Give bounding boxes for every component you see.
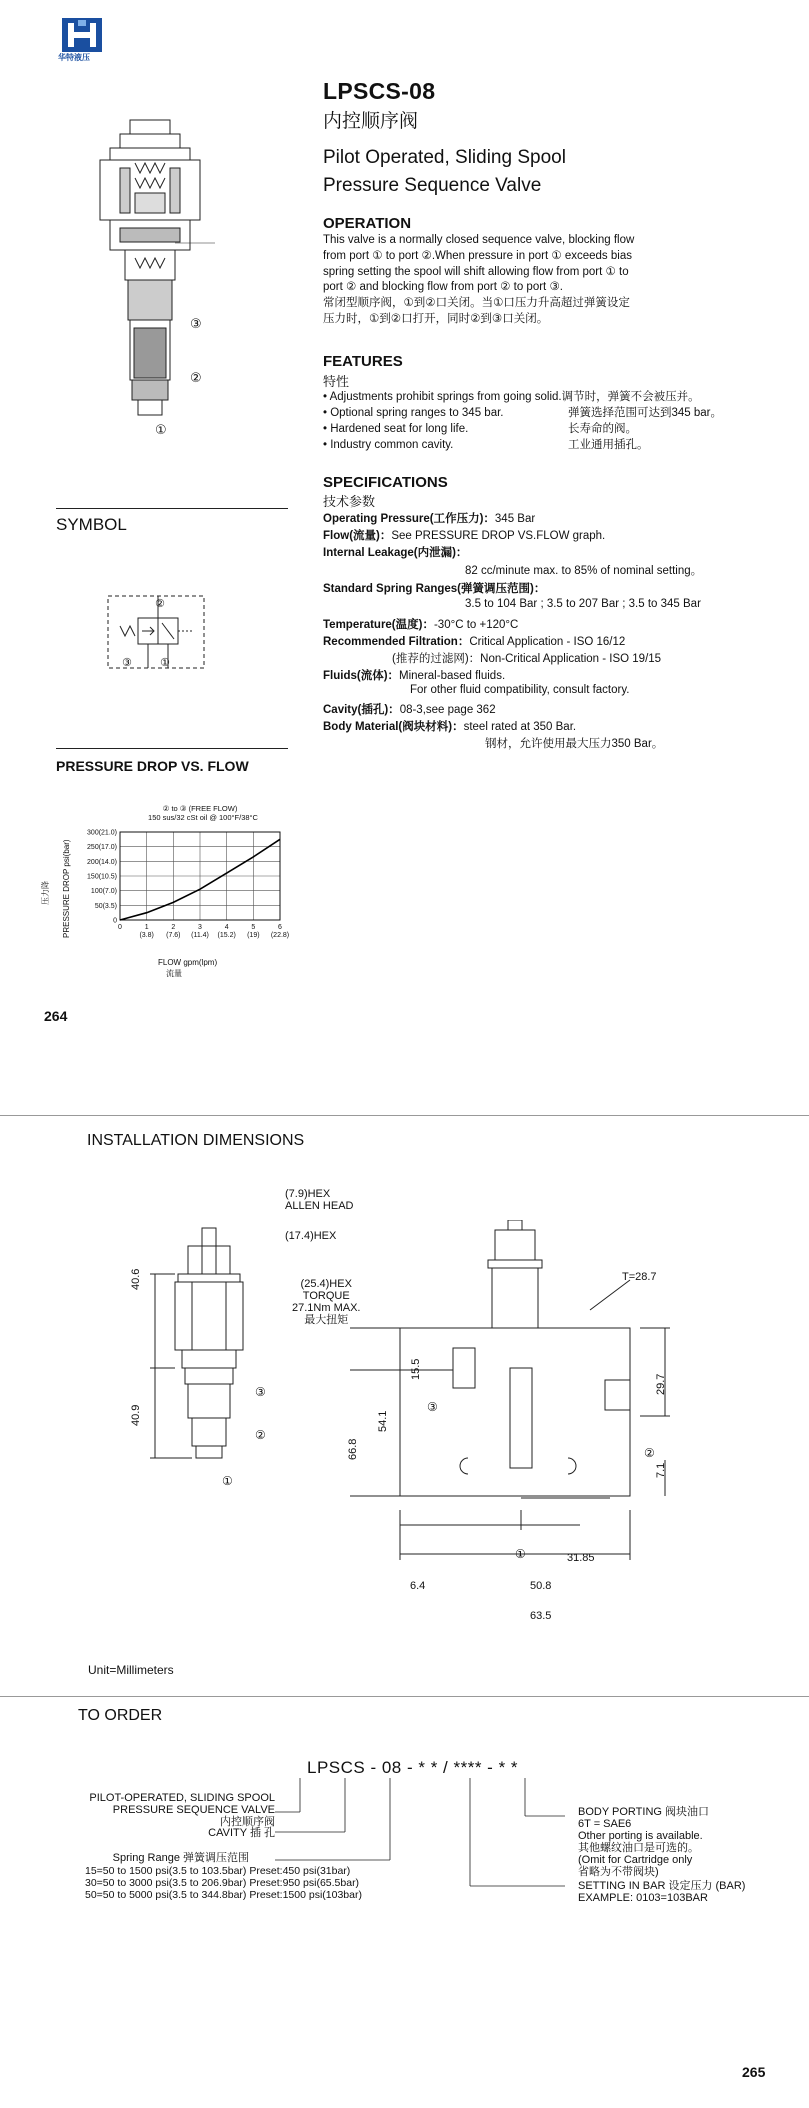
order-setting: SETTING IN BAR 设定压力 (BAR) EXAMPLE: 0103=103BAR bbox=[578, 1880, 746, 1904]
product-name-en-2: Pressure Sequence Valve bbox=[323, 175, 542, 196]
y-tick-label: 0 bbox=[113, 917, 117, 925]
y-tick-label: 50(3.5) bbox=[94, 902, 117, 910]
dim-29-7: 29.7 bbox=[655, 1373, 667, 1395]
feature-item: • Hardened seat for long life. 长寿命的阀。 bbox=[323, 423, 637, 435]
label-hex-25: (25.4)HEX TORQUE 27.1Nm MAX. 最大扭矩 bbox=[292, 1278, 361, 1326]
dim-63-5: 63.5 bbox=[530, 1610, 552, 1622]
cartridge-outline-drawing bbox=[130, 1188, 280, 1498]
company-logo bbox=[62, 18, 102, 52]
spec-spring-label: Standard Spring Ranges(弹簧调压范围)： bbox=[323, 583, 546, 595]
operation-text: This valve is a normally closed sequence valve, blocking flow from port ① to port ②.When pressure in port ① exceeds bias spring setting the spool will shift allowing flow from port ① to port ② and blocking flow from port ② to port ③. 常闭型顺序阀，①到②口关闭。当①口压力升高超过弹簧设定 压力时，①到②口打开，同时②到③口关闭。 bbox=[323, 234, 635, 325]
dim-15-5: 15.5 bbox=[410, 1358, 422, 1380]
x-tick-sublabel: (11.4) bbox=[191, 932, 209, 939]
chart-subtitle: 150 sus/32 cSt oil @ 100°F/38°C bbox=[148, 813, 258, 822]
chart-ylabel: PRESSURE DROP psi(bar) bbox=[62, 839, 71, 938]
x-tick-sublabel: (19) bbox=[247, 932, 260, 939]
spec-fluids-2: For other fluid compatibility, consult factory. bbox=[410, 684, 630, 696]
x-tick-label: 6 bbox=[278, 924, 282, 931]
symbol-port-2: ② bbox=[155, 598, 165, 610]
page-number-top: 264 bbox=[44, 1008, 68, 1024]
spec-spring-value: 3.5 to 104 Bar ; 3.5 to 207 Bar ; 3.5 to 345 Bar bbox=[465, 598, 701, 610]
x-tick-label: 2 bbox=[171, 924, 176, 931]
dim-31-85: 31.85 bbox=[567, 1552, 595, 1564]
cutaway-port-3: ③ bbox=[190, 316, 202, 331]
cart-port-3: ③ bbox=[255, 1385, 266, 1399]
label-allen-head: (7.9)HEX ALLEN HEAD bbox=[285, 1188, 354, 1212]
feature-item: • Adjustments prohibit springs from going solid.调节时，弹簧不会被压并。 bbox=[323, 391, 700, 403]
features-heading: FEATURES bbox=[323, 353, 403, 370]
dim-66-8: 66.8 bbox=[347, 1438, 359, 1460]
spec-cavity: Cavity(插孔)：08-3,see page 362 bbox=[323, 704, 496, 716]
symbol-rule bbox=[56, 508, 288, 509]
x-tick-label: 0 bbox=[118, 924, 122, 931]
dim-54-1: 54.1 bbox=[377, 1410, 389, 1432]
order-valve-type: PILOT-OPERATED, SLIDING SPOOL PRESSURE SEQUENCE VALVE 内控顺序阀 bbox=[89, 1792, 275, 1828]
x-tick-sublabel: (22.8) bbox=[270, 932, 290, 939]
feature-item: • Optional spring ranges to 345 bar. 弹簧选择范围可达到345 bar。 bbox=[323, 407, 723, 419]
cart-port-1: ① bbox=[222, 1474, 233, 1488]
product-name-cn: 内控顺序阀 bbox=[323, 111, 419, 132]
y-tick-label: 150(10.5) bbox=[87, 873, 117, 881]
y-tick-label: 250(17.0) bbox=[87, 844, 117, 852]
x-tick-label: 5 bbox=[251, 924, 256, 931]
pressure-drop-heading: PRESSURE DROP VS. FLOW bbox=[56, 758, 249, 774]
dim-40-6: 40.6 bbox=[130, 1268, 142, 1290]
dim-6-4: 6.4 bbox=[410, 1580, 426, 1592]
install-heading: INSTALLATION DIMENSIONS bbox=[87, 1132, 305, 1149]
symbol-port-3: ③ bbox=[122, 657, 132, 669]
operation-heading: OPERATION bbox=[323, 215, 412, 232]
section-divider bbox=[0, 1696, 809, 1697]
chart-xlabel: FLOW gpm(lpm) bbox=[158, 958, 218, 967]
y-tick-label: 100(7.0) bbox=[90, 888, 117, 896]
symbol-port-1: ① bbox=[160, 657, 170, 669]
symbol-heading: SYMBOL bbox=[56, 515, 127, 534]
company-name: 华特液压 bbox=[58, 53, 90, 62]
spec-temperature: Temperature(温度)：-30°C to +120°C bbox=[323, 619, 519, 631]
label-hex-17: (17.4)HEX bbox=[285, 1230, 337, 1242]
product-name-en-1: Pilot Operated, Sliding Spool bbox=[323, 147, 566, 168]
order-spring-heading: Spring Range 弹簧调压范围 bbox=[112, 1852, 249, 1864]
spec-fluids: Fluids(流体)：Mineral-based fluids. bbox=[323, 670, 506, 682]
spec-body-2: 钢材，允许使用最大压力350 Bar。 bbox=[485, 738, 664, 750]
body-port-3: ③ bbox=[427, 1400, 438, 1414]
x-tick-sublabel: (3.8) bbox=[139, 932, 154, 939]
pressure-drop-rule bbox=[56, 748, 288, 749]
chart-xlabel-cn: 流量 bbox=[166, 969, 182, 978]
units-note: Unit=Millimeters bbox=[88, 1663, 174, 1677]
order-body-porting: BODY PORTING 阀块油口 6T = SAE6 Other porting is available. 其他螺纹油口是可选的。 (Omit for Cartridge only 省略为不带阀块) bbox=[578, 1806, 710, 1878]
body-port-2: ② bbox=[644, 1446, 655, 1460]
spec-flow: Flow(流量)：See PRESSURE DROP VS.FLOW graph. bbox=[323, 530, 606, 542]
x-tick-sublabel: (15.2) bbox=[217, 932, 236, 939]
spec-body: Body Material(阀块材料)：steel rated at 350 Bar. bbox=[323, 721, 577, 733]
cart-port-2: ② bbox=[255, 1428, 266, 1442]
page-number-bottom: 265 bbox=[742, 2064, 766, 2080]
pressure-drop-chart bbox=[72, 828, 292, 958]
product-model: LPSCS-08 bbox=[323, 78, 436, 104]
spec-filtration: Recommended Filtration：Critical Application - ISO 16/12 bbox=[323, 636, 626, 648]
cutaway-port-2: ② bbox=[190, 370, 202, 385]
specifications-heading-cn: 技术参数 bbox=[323, 494, 376, 509]
y-tick-label: 200(14.0) bbox=[87, 858, 117, 866]
spec-filtration-2: (推荐的过滤网)：Non-Critical Application - ISO 19/15 bbox=[392, 653, 662, 665]
order-cavity: CAVITY 插 孔 bbox=[208, 1827, 275, 1839]
body-port-1: ① bbox=[515, 1547, 526, 1561]
x-tick-sublabel: (7.6) bbox=[166, 932, 181, 939]
specifications-heading: SPECIFICATIONS bbox=[323, 474, 448, 491]
order-code: LPSCS - 08 - * * / **** - * * bbox=[307, 1758, 519, 1777]
dim-7-1: 7.1 bbox=[655, 1462, 667, 1478]
spec-leakage-value: 82 cc/minute max. to 85% of nominal setting。 bbox=[465, 565, 703, 577]
features-heading-cn: 特性 bbox=[323, 374, 350, 389]
x-tick-label: 3 bbox=[198, 924, 202, 931]
dim-40-9: 40.9 bbox=[130, 1404, 142, 1426]
chart-title: ② to ③ (FREE FLOW) bbox=[162, 804, 238, 813]
y-tick-label: 300(21.0) bbox=[87, 829, 117, 837]
x-tick-label: 1 bbox=[144, 924, 149, 931]
order-spring-range: 15=50 to 1500 psi(3.5 to 103.5bar) Preset:450 psi(31bar) 30=50 to 3000 psi(3.5 to 206.9bar) Preset:950 psi(65.5bar) 50=50 to 5000 psi(3.5 to 344.8bar) Preset:1500 psi(103bar) bbox=[85, 1865, 362, 1901]
section-divider bbox=[0, 1115, 809, 1116]
spec-leakage-label: Internal Leakage(内泄漏)： bbox=[323, 547, 468, 559]
valve-body-drawing bbox=[350, 1220, 690, 1640]
valve-cutaway-drawing bbox=[90, 118, 220, 448]
dim-50-8: 50.8 bbox=[530, 1580, 552, 1592]
dim-t-28-7: T=28.7 bbox=[622, 1271, 657, 1283]
feature-item: • Industry common cavity. 工业通用插孔。 bbox=[323, 439, 649, 451]
x-tick-label: 4 bbox=[224, 924, 229, 931]
cutaway-port-1: ① bbox=[155, 422, 167, 437]
spec-operating-pressure: Operating Pressure(工作压力)：345 Bar bbox=[323, 513, 536, 525]
order-heading: TO ORDER bbox=[78, 1707, 163, 1724]
chart-ylabel-cn: 压力降 bbox=[41, 881, 50, 905]
